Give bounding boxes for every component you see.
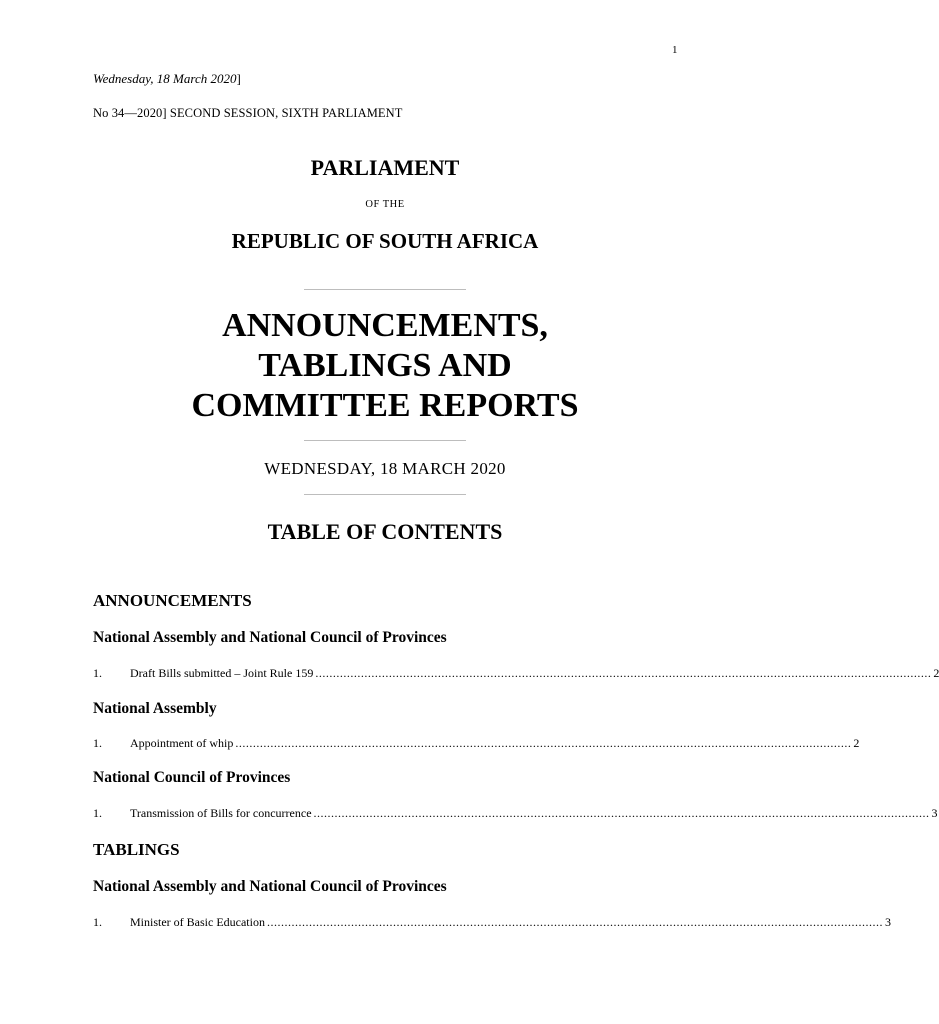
toc-entry-title: Minister of Basic Education (130, 915, 265, 929)
toc-entry[interactable] (93, 915, 891, 930)
main-title-line: COMMITTEE REPORTS (191, 387, 579, 424)
parliament-title: PARLIAMENT (310, 155, 460, 180)
header-date-bracket: ] (236, 71, 241, 86)
toc-entry-number: 1. (93, 915, 102, 929)
divider (304, 289, 466, 290)
toc-entry-leader: ................................................................................................................................................................................ (266, 915, 883, 929)
toc-entry-page: 3 (884, 915, 891, 929)
divider (304, 494, 466, 495)
toc-entry-leader: ................................................................................................................................................................................ (315, 666, 932, 680)
header-date-text: Wednesday, 18 March 2020 (93, 71, 237, 86)
toc-entry-number: 1. (93, 736, 102, 750)
session-line: No 34—2020] SECOND SESSION, SIXTH PARLIAMENT (93, 106, 403, 120)
toc-entry[interactable] (93, 806, 938, 821)
toc-entry-page: 2 (933, 666, 939, 680)
toc-entry[interactable] (93, 736, 860, 751)
toc-entry-leader: ................................................................................................................................................................................ (235, 736, 852, 750)
toc-entry-title: Draft Bills submitted – Joint Rule 159 (130, 666, 314, 680)
toc-entry-number: 1. (93, 806, 102, 820)
main-title-line: ANNOUNCEMENTS, (222, 307, 548, 344)
toc-entry-page: 3 (931, 806, 938, 820)
group-heading: National Assembly and National Council of Provinces (93, 878, 447, 895)
toc-entry-title: Appointment of whip (130, 736, 234, 750)
group-heading: National Assembly and National Council of Provinces (93, 629, 447, 646)
toc-entry-title: Transmission of Bills for concurrence (130, 806, 312, 820)
document-date: WEDNESDAY, 18 MARCH 2020 (264, 459, 506, 478)
toc-heading: TABLE OF CONTENTS (267, 519, 503, 544)
toc-entry[interactable] (93, 666, 939, 681)
toc-entry-number: 1. (93, 666, 102, 680)
toc-entry-leader: ................................................................................................................................................................................ (313, 806, 930, 820)
republic-title: REPUBLIC OF SOUTH AFRICA (231, 229, 539, 253)
main-title-line: TABLINGS AND (258, 347, 512, 384)
divider (304, 440, 466, 441)
section-heading-announcements: ANNOUNCEMENTS (93, 591, 252, 610)
page-number: 1 (672, 44, 678, 56)
header-date (93, 71, 241, 87)
of-the-label: OF THE (365, 199, 405, 210)
main-title (0, 306, 770, 426)
toc-entry-page: 2 (853, 736, 860, 750)
group-heading: National Council of Provinces (93, 769, 291, 786)
section-heading-tablings: TABLINGS (93, 840, 180, 859)
group-heading: National Assembly (93, 700, 217, 717)
